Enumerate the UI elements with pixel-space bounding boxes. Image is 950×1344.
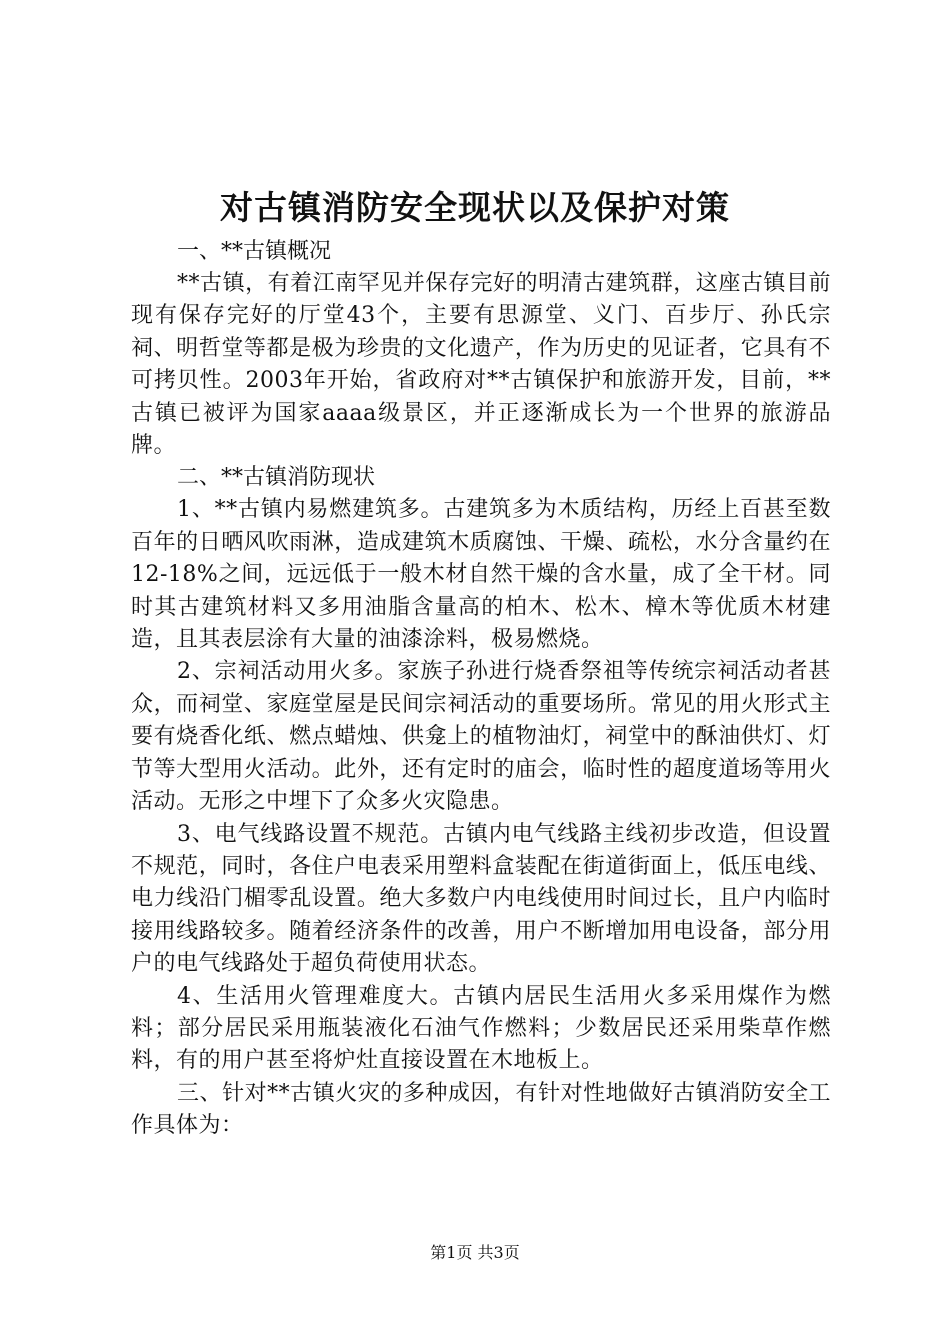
paragraph-overview: **古镇，有着江南罕见并保存完好的明清古建筑群，这座古镇目前现有保存完好的厅堂43个，主要有思源堂、义门、百步厅、孙氏宗祠、明哲堂等都是极为珍贵的文化遗产，作为历史的见证者，它具有不可拷贝性。2003年开始，省政府对**古镇保护和旅游开发，目前，**古镇已被评为国家aaaa级景区，并正逐渐成长为一个世界的旅游品牌。 [131, 271, 831, 459]
section-heading-overview: 一、**古镇概况 [177, 239, 332, 264]
document-body [131, 236, 831, 1143]
paragraph-electrical-wiring: 3、电气线路设置不规范。古镇内电气线路主线初步改造，但设置不规范，同时，各住户电表采用塑料盒装配在街道街面上，低压电线、电力线沿门楣零乱设置。绝大多数户内电线使用时间过长，且户内临时接用线路较多。随着经济条件的改善，用户不断增加用电设备，部分用户的电气线路处于超负荷使用状态。 [131, 821, 831, 977]
paragraph-flammable-buildings: 1、**古镇内易燃建筑多。古建筑多为木质结构，历经上百甚至数百年的日晒风吹雨淋，造成建筑木质腐蚀、干燥、疏松，水分含量约在12-18%之间，远远低于一般木材自然干燥的含水量，成了全干材。同时其古建筑材料又多用油脂含量高的柏木、松木、樟木等优质木材建造，且其表层涂有大量的油漆涂料，极易燃烧。 [131, 497, 831, 653]
paragraph-ancestral-fire-use: 2、宗祠活动用火多。家族子孙进行烧香祭祖等传统宗祠活动者甚众，而祠堂、家庭堂屋是民间宗祠活动的重要场所。常见的用火形式主要有烧香化纸、燃点蜡烛、供龛上的植物油灯，祠堂中的酥油供灯、灯节等大型用火活动。此外，还有定时的庙会，临时性的超度道场等用火活动。无形之中埋下了众多火灾隐患。 [131, 659, 831, 815]
paragraph-domestic-fire-use: 4、生活用火管理难度大。古镇内居民生活用火多采用煤作为燃料；部分居民采用瓶装液化石油气作燃料；少数居民还采用柴草作燃料，有的用户甚至将炉灶直接设置在木地板上。 [131, 983, 831, 1074]
document-title: 对古镇消防安全现状以及保护对策 [220, 188, 730, 227]
page-footer: 第1页 共3页 [430, 1243, 520, 1262]
paragraph-countermeasures-intro: 三、针对**古镇火灾的多种成因，有针对性地做好古镇消防安全工作具体为： [131, 1080, 831, 1139]
section-heading-fire-status: 二、**古镇消防现状 [177, 465, 376, 491]
